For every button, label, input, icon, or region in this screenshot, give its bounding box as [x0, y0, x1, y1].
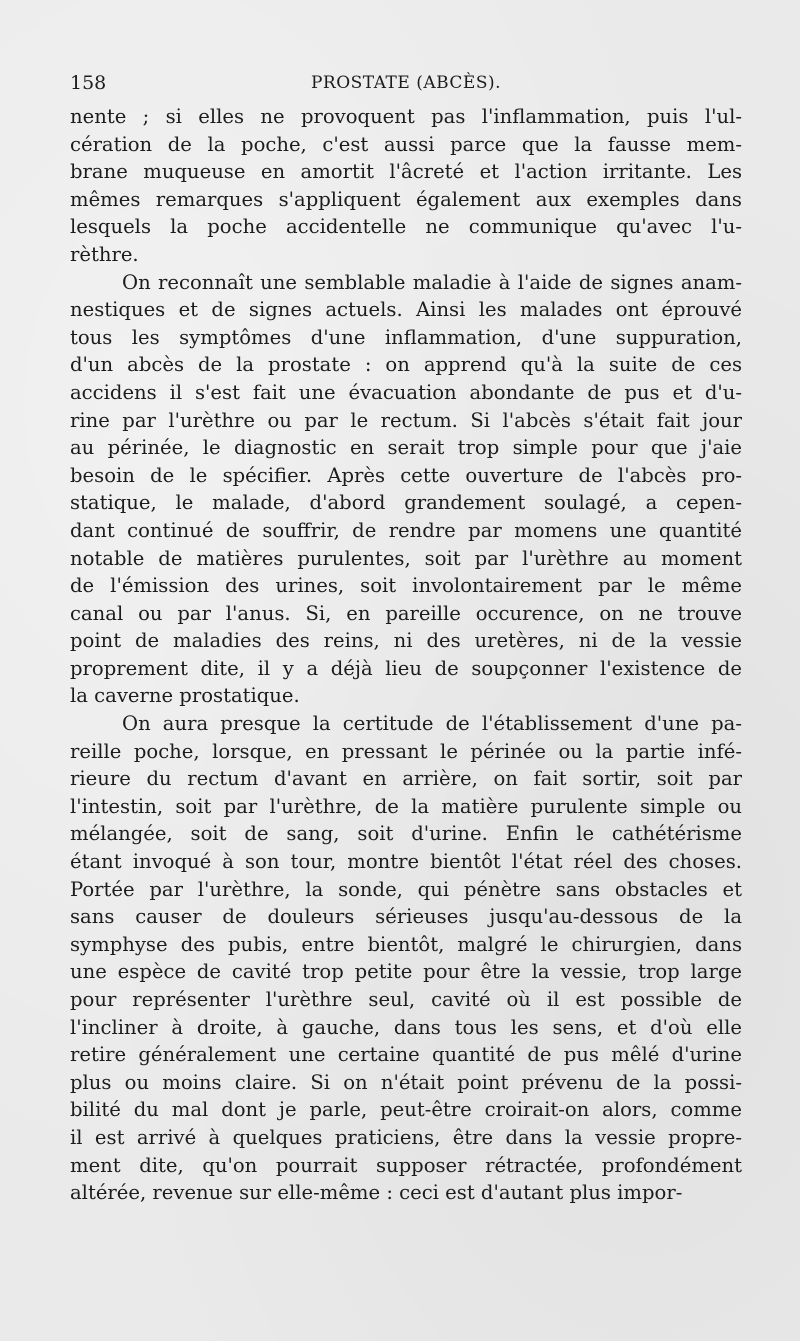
text-line: nente ; si elles ne provoquent pas l'inflammation, puis l'ul- [70, 105, 742, 128]
text-line: retire généralement une certaine quantité de pus mêlé d'urine [70, 1043, 742, 1067]
text-line: On reconnaît une semblable maladie à l'aide de signes anam- [122, 270, 742, 294]
text-line: mélangée, soit de sang, soit d'urine. Enfin le cathétérisme [70, 822, 742, 846]
text-line: étant invoqué à son tour, montre bientôt l'état réel des choses. [70, 850, 742, 874]
text-line: la caverne prostatique. [70, 684, 300, 708]
text-line: rèthre. [70, 242, 139, 266]
text-line: plus ou moins claire. Si on n'était point prévenu de la possi- [70, 1070, 742, 1094]
text-line: altérée, revenue sur elle-même : ceci est d'autant plus impor- [70, 1181, 683, 1205]
text-line: au périnée, le diagnostic en serait trop simple pour que j'aie [70, 436, 742, 460]
text-line: lesquels la poche accidentelle ne communique qu'avec l'u- [70, 215, 742, 239]
body-text [70, 103, 742, 1207]
text-line: point de maladies des reins, ni des uretères, ni de la vessie [70, 629, 742, 653]
text-line: notable de matières purulentes, soit par l'urèthre au moment [70, 546, 742, 570]
text-line: besoin de le spécifier. Après cette ouverture de l'abcès pro- [70, 463, 742, 487]
text-line: brane muqueuse en amortit l'âcreté et l'action irritante. Les [70, 160, 742, 184]
text-line: reille poche, lorsque, en pressant le périnée ou la partie infé- [70, 739, 742, 763]
text-line: de l'émission des urines, soit involontairement par le même [70, 574, 742, 598]
paragraph [70, 269, 742, 711]
text-line: d'un abcès de la prostate : on apprend qu'à la suite de ces [70, 353, 742, 377]
text-line: cération de la poche, c'est aussi parce que la fausse mem- [70, 132, 742, 156]
text-line: proprement dite, il y a déjà lieu de soupçonner l'existence de [70, 656, 742, 680]
paragraph [70, 103, 742, 269]
text-line: canal ou par l'anus. Si, en pareille occurence, on ne trouve [70, 601, 742, 625]
text-line: nestiques et de signes actuels. Ainsi les malades ont éprouvé [70, 298, 742, 322]
text-line: sans causer de douleurs sérieuses jusqu'au-dessous de la [70, 905, 742, 929]
text-line: il est arrivé à quelques praticiens, être dans la vessie propre- [70, 1125, 742, 1149]
text-line: symphyse des pubis, entre bientôt, malgré le chirurgien, dans [70, 932, 742, 956]
text-line: l'incliner à droite, à gauche, dans tous les sens, et d'où elle [70, 1015, 742, 1039]
text-line: bilité du mal dont je parle, peut-être croirait-on alors, comme [70, 1098, 742, 1122]
page-number: 158 [70, 72, 107, 94]
text-line: l'intestin, soit par l'urèthre, de la matière purulente simple ou [70, 794, 742, 818]
text-line: rieure du rectum d'avant en arrière, on fait sortir, soit par [70, 767, 742, 791]
text-line: pour représenter l'urèthre seul, cavité où il est possible de [70, 988, 742, 1011]
text-line: statique, le malade, d'abord grandement soulagé, a cepen- [70, 491, 742, 515]
text-line: dant continué de souffrir, de rendre par momens une quantité [70, 518, 742, 542]
text-line: On aura presque la certitude de l'établissement d'une pa- [122, 712, 742, 736]
running-title: PROSTATE (ABCÈS). [310, 73, 502, 93]
text-line: ment dite, qu'on pourrait supposer rétractée, profondément [70, 1153, 742, 1177]
paragraph [70, 710, 742, 1207]
text-line: rine par l'urèthre ou par le rectum. Si l'abcès s'était fait jour [70, 408, 742, 432]
book-page [70, 66, 742, 1207]
text-line: mêmes remarques s'appliquent également aux exemples dans [70, 187, 742, 211]
text-line: tous les symptômes d'une inflammation, d'une suppuration, [70, 325, 742, 349]
text-line: accidens il s'est fait une évacuation abondante de pus et d'u- [70, 380, 742, 404]
running-header [70, 66, 742, 100]
text-line: une espèce de cavité trop petite pour être la vessie, trop large [70, 960, 742, 984]
text-line: Portée par l'urèthre, la sonde, qui pénètre sans obstacles et [70, 877, 742, 901]
